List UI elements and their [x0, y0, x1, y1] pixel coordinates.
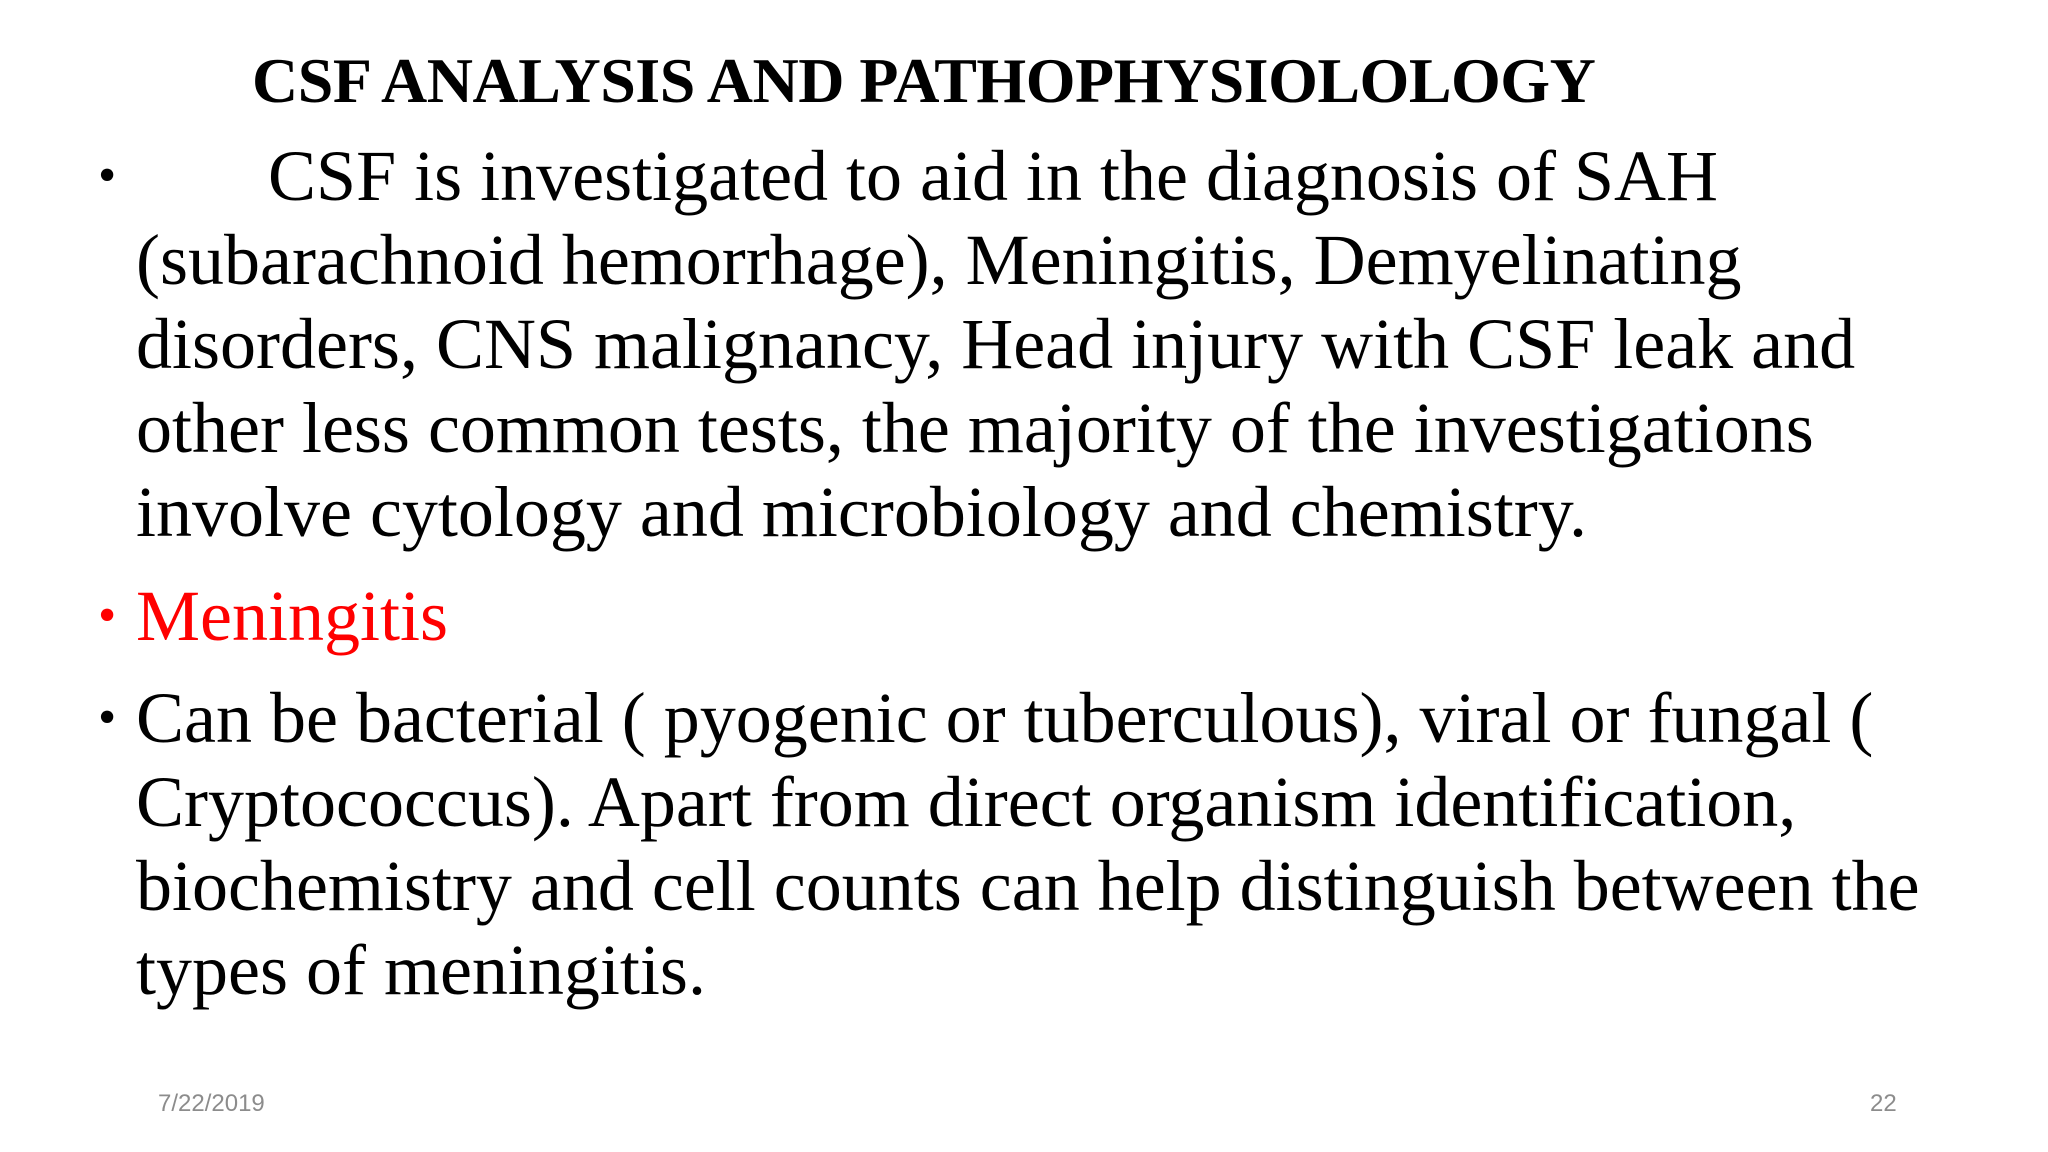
bullet-item-meningitis-types [98, 676, 1998, 1012]
footer-date: 7/22/2019 [158, 1090, 265, 1117]
bullet-text-meningitis: Meningitis [136, 576, 449, 656]
bullet-text-meningitis-types: Can be bacterial ( pyogenic or tuberculous), viral or fungal ( Cryptococcus). Apart from direct organism identification, biochemistry and cell counts can help distinguish between the types of meningitis. [136, 678, 1920, 1010]
bullet-item-meningitis [98, 574, 1998, 658]
footer-page-number: 22 [1870, 1090, 1897, 1117]
bullet-text-csf-investigation: CSF is investigated to aid in the diagnosis of SAH (subarachnoid hemorrhage), Meningitis, Demyelinating disorders, CNS malignancy, Head injury with CSF leak and other less common tests, the majority of the investigations involve cytology and microbiology and chemistry. [136, 136, 1856, 552]
bullet-point-icon: • [98, 147, 117, 204]
bullet-point-icon: • [98, 587, 117, 644]
bullet-point-icon: • [98, 689, 117, 746]
slide-title: CSF ANALYSIS AND PATHOPHYSIOLOLOGY [252, 45, 1596, 116]
bullet-list [98, 134, 1998, 1032]
bullet-item-csf-investigation [98, 134, 1998, 554]
